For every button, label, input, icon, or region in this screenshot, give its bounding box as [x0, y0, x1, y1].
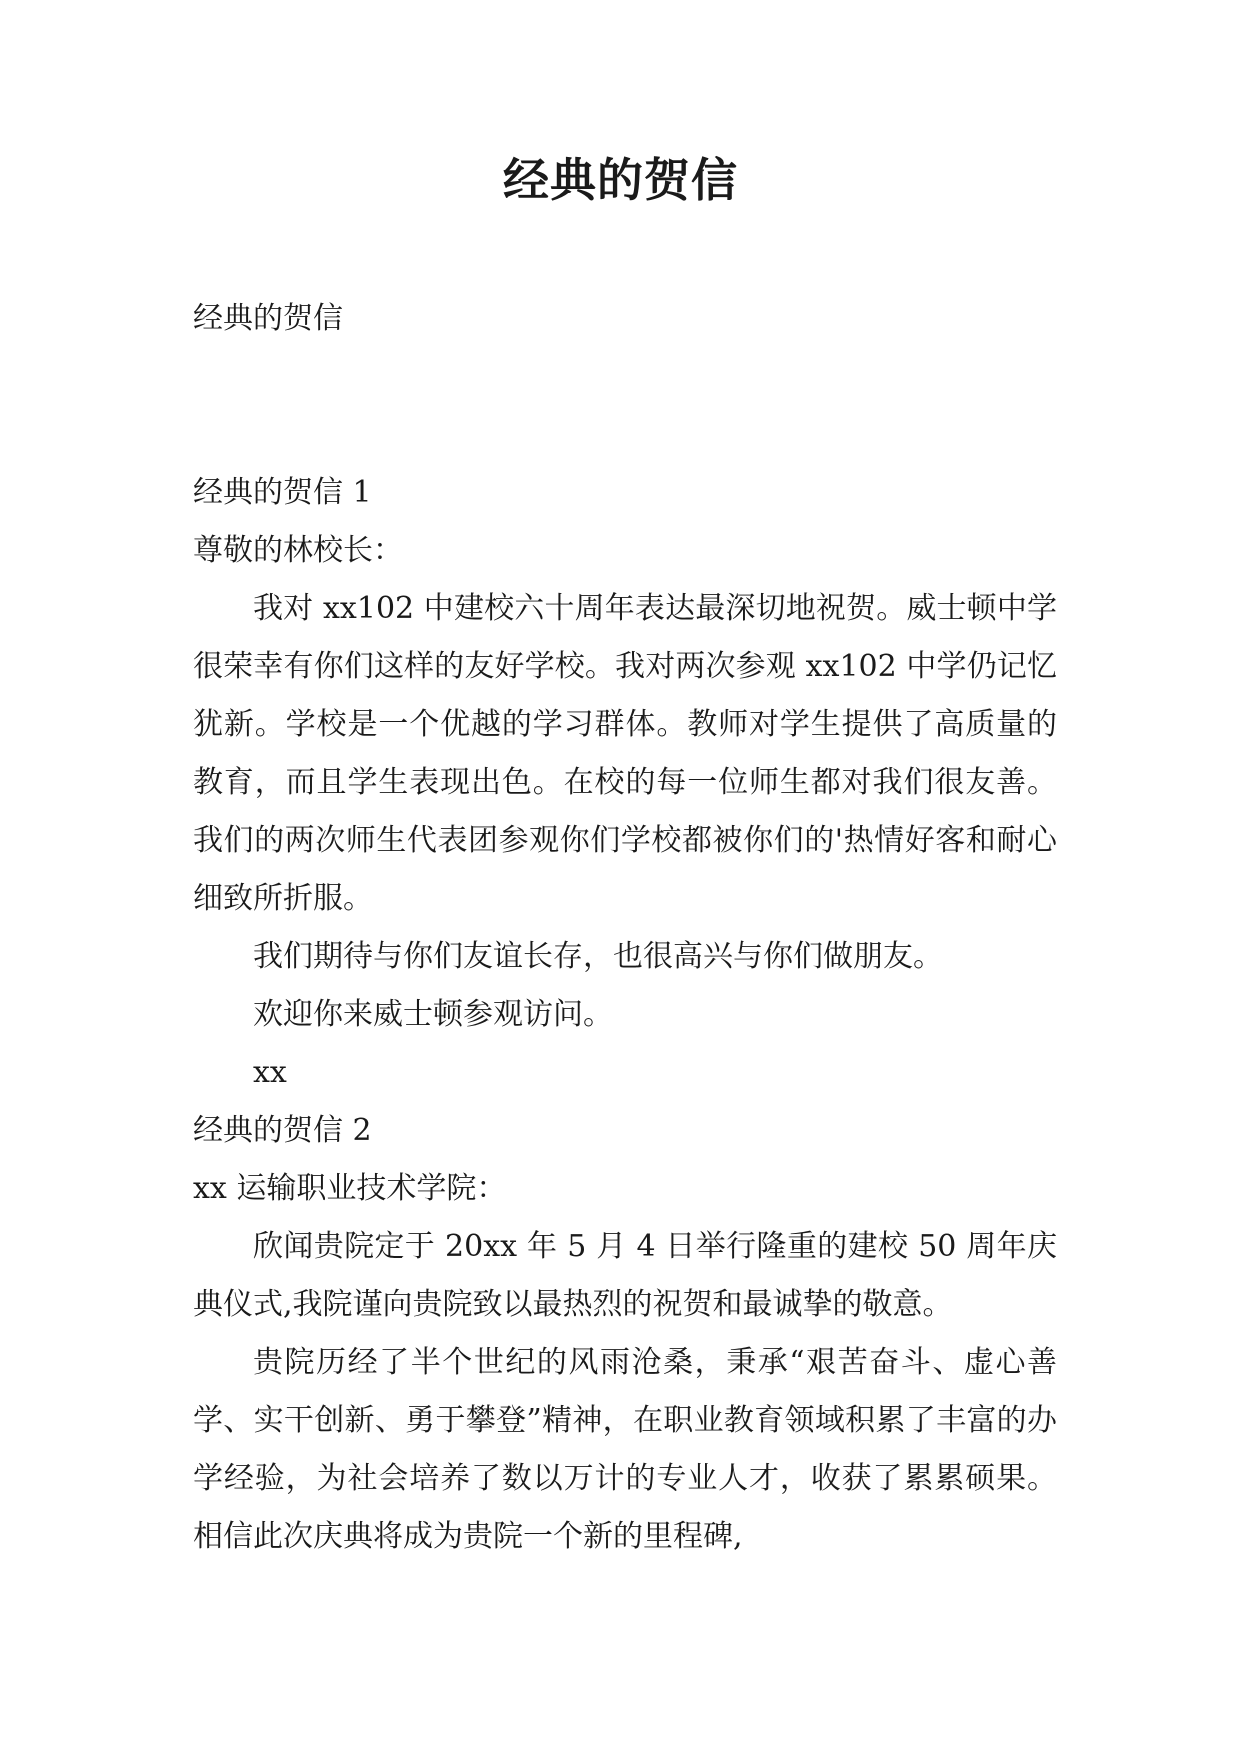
letter-1-paragraph: 我对 xx102 中建校六十周年表达最深切地祝贺。威士顿中学很荣幸有你们这样的友好学校。我对两次参观 xx102 中学仍记忆犹新。学校是一个优越的学习群体。教师对学生提供了高质量的教育，而且学生表现出色。在校的每一位师生都对我们很友善。我们的两次师生代表团参观你们学校都被你们的'热情好客和耐心细致所折服。: [193, 591, 1057, 916]
spacer: [193, 348, 1057, 464]
letter-2-heading: 经典的贺信 2: [193, 1113, 372, 1148]
letter-2: [193, 1102, 1057, 1566]
letter-1-paragraph: 我们期待与你们友谊长存，也很高兴与你们做朋友。: [253, 939, 943, 974]
document-body: [193, 290, 1057, 1566]
letter-1-paragraph: 欢迎你来威士顿参观访问。: [253, 997, 613, 1032]
letter-2-paragraph: 贵院历经了半个世纪的风雨沧桑，秉承“艰苦奋斗、虚心善学、实干创新、勇于攀登”精神，在职业教育领域积累了丰富的办学经验，为社会培养了数以万计的专业人才，收获了累累硕果。相信此次庆典将成为贵院一个新的里程碑,: [193, 1345, 1057, 1554]
letter-1-heading: 经典的贺信 1: [193, 475, 372, 510]
letter-1: [193, 464, 1057, 1102]
document-subtitle: 经典的贺信: [193, 301, 343, 336]
letter-1-signature: xx: [253, 1055, 287, 1090]
document-title: 经典的贺信: [503, 153, 738, 207]
letter-1-salutation: 尊敬的林校长：: [193, 533, 403, 568]
letter-2-salutation: xx 运输职业技术学院：: [193, 1171, 507, 1206]
letter-2-paragraph: 欣闻贵院定于 20xx 年 5 月 4 日举行隆重的建校 50 周年庆典仪式,我院谨向贵院致以最热烈的祝贺和最诚挚的敬意。: [193, 1229, 1057, 1322]
